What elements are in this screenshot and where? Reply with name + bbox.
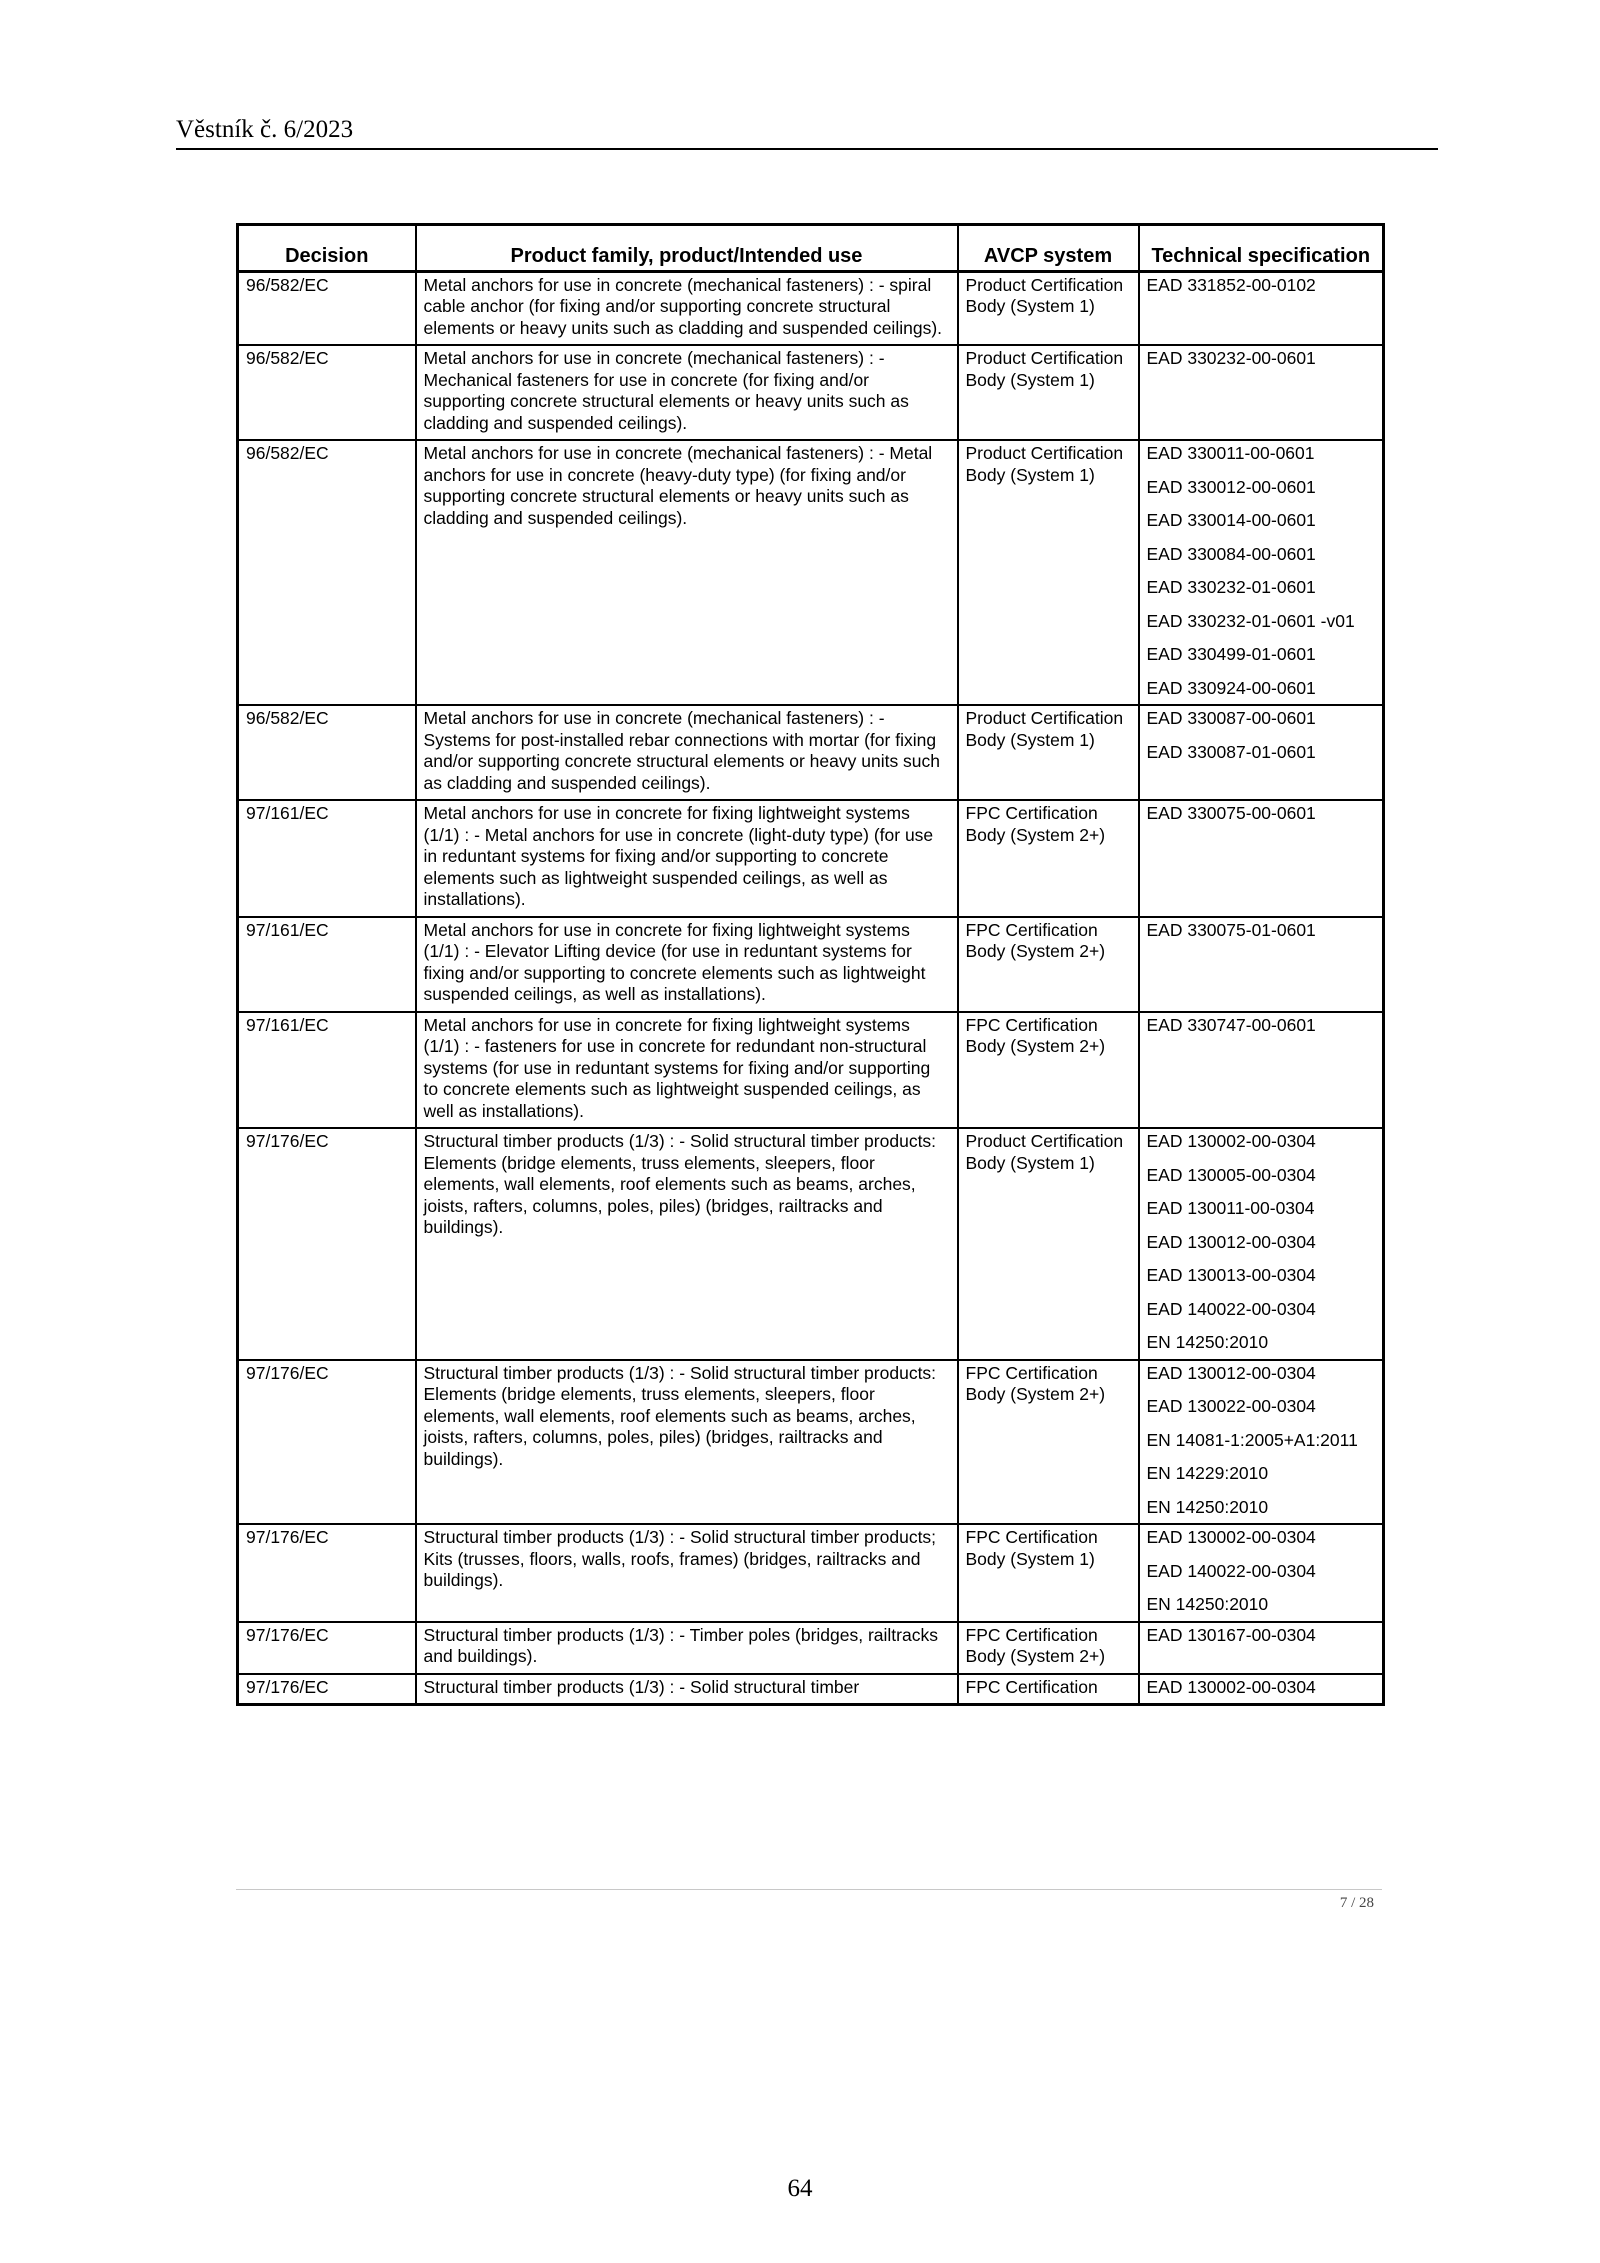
table-row xyxy=(238,917,1384,1012)
decision-cell: 97/176/EC xyxy=(238,1128,416,1360)
decision-cell: 97/176/EC xyxy=(238,1674,416,1705)
specification-cell xyxy=(1139,705,1384,800)
specification-item: EAD 130012-00-0304 xyxy=(1146,1362,1316,1383)
specification-item: EAD 130002-00-0304 xyxy=(1146,1527,1316,1547)
avcp-cell: Product Certification Body (System 1) xyxy=(958,271,1139,345)
decision-cell: 97/161/EC xyxy=(238,800,416,917)
product-cell: Metal anchors for use in concrete (mechanical fasteners) : - Mechanical fasteners for use in concrete (for fixing and/or supporting concrete structural elements or heavy units such as cladding and suspended ceilings). xyxy=(416,345,958,440)
certification-table xyxy=(236,223,1385,1706)
specification-item: EAD 130012-00-0304 xyxy=(1146,1231,1316,1252)
column-header-avcp: AVCP system xyxy=(958,225,1139,272)
product-cell: Metal anchors for use in concrete for fixing lightweight systems (1/1) : - Elevator Lifting device (for use in reduntant systems for fixing and/or supporting to concrete elements such as lightweight suspended ceilings, as well as installations). xyxy=(416,917,958,1012)
product-cell: Metal anchors for use in concrete for fixing lightweight systems (1/1) : - Metal anchors for use in concrete (light-duty type) (for use in reduntant systems for fixing and/or supporting to concrete elements such as lightweight suspended ceilings, as well as installations). xyxy=(416,800,958,917)
decision-cell: 97/176/EC xyxy=(238,1622,416,1674)
specification-item: EN 14250:2010 xyxy=(1146,1496,1269,1517)
specification-cell xyxy=(1139,1012,1384,1129)
journal-title: Věstník č. 6/2023 xyxy=(176,116,354,143)
footer-divider xyxy=(236,1889,1382,1890)
specification-cell xyxy=(1139,1674,1384,1705)
avcp-cell: FPC Certification Body (System 1) xyxy=(958,1524,1139,1622)
specification-item: EAD 130005-00-0304 xyxy=(1146,1164,1316,1185)
specification-item: EAD 330087-01-0601 xyxy=(1146,741,1316,762)
column-header-decision: Decision xyxy=(238,225,416,272)
avcp-cell: FPC Certification Body (System 2+) xyxy=(958,1622,1139,1674)
product-cell: Structural timber products (1/3) : - Solid structural timber products: Elements (bridge elements, truss elements, sleepers, floor elements, wall elements, roof elements such as beams, arches, joists, rafters, columns, poles, piles) (bridges, railtracks and buildings). xyxy=(416,1360,958,1525)
avcp-cell: Product Certification Body (System 1) xyxy=(958,345,1139,440)
avcp-cell: FPC Certification Body (System 2+) xyxy=(958,800,1139,917)
decision-cell: 96/582/EC xyxy=(238,345,416,440)
column-header-specification: Technical specification xyxy=(1139,225,1384,272)
specification-item: EAD 130167-00-0304 xyxy=(1146,1624,1316,1645)
specification-item: EAD 330075-00-0601 xyxy=(1146,803,1316,823)
specification-item: EN 14229:2010 xyxy=(1146,1463,1269,1483)
specification-cell xyxy=(1139,1128,1384,1360)
table-row xyxy=(238,440,1384,705)
product-cell: Structural timber products (1/3) : - Timber poles (bridges, railtracks and buildings). xyxy=(416,1622,958,1674)
specification-item: EAD 330012-00-0601 xyxy=(1146,476,1316,497)
specification-cell xyxy=(1139,345,1384,440)
avcp-cell: FPC Certification xyxy=(958,1674,1139,1705)
specification-item: EAD 330087-00-0601 xyxy=(1146,708,1316,728)
decision-cell: 96/582/EC xyxy=(238,271,416,345)
decision-cell: 97/161/EC xyxy=(238,1012,416,1129)
avcp-cell: FPC Certification Body (System 2+) xyxy=(958,917,1139,1012)
table-row xyxy=(238,1360,1384,1525)
journal-header xyxy=(176,112,1438,150)
decision-cell: 97/161/EC xyxy=(238,917,416,1012)
decision-cell: 97/176/EC xyxy=(238,1524,416,1622)
specification-item: EAD 330499-01-0601 xyxy=(1146,644,1316,664)
decision-cell: 96/582/EC xyxy=(238,440,416,705)
product-cell: Metal anchors for use in concrete (mechanical fasteners) : - Systems for post-installed rebar connections with mortar (for fixing and/or supporting concrete structural elements or heavy units such as cladding and suspended ceilings). xyxy=(416,705,958,800)
product-cell: Structural timber products (1/3) : - Solid structural timber products; Kits (trusses, floors, walls, roofs, frames) (bridges, railtracks and buildings). xyxy=(416,1524,958,1622)
specification-item: EAD 130002-00-0304 xyxy=(1146,1131,1316,1151)
specification-item: EAD 330084-00-0601 xyxy=(1146,543,1316,564)
specification-item: EAD 330075-01-0601 xyxy=(1146,919,1316,940)
specification-cell xyxy=(1139,440,1384,705)
specification-item: EAD 330011-00-0601 xyxy=(1146,443,1315,463)
avcp-cell: Product Certification Body (System 1) xyxy=(958,1128,1139,1360)
specification-cell xyxy=(1139,1360,1384,1525)
table-row xyxy=(238,345,1384,440)
specification-item: EAD 140022-00-0304 xyxy=(1146,1298,1316,1319)
avcp-cell: FPC Certification Body (System 2+) xyxy=(958,1012,1139,1129)
specification-item: EN 14081-1:2005+A1:2011 xyxy=(1146,1429,1358,1450)
decision-cell: 96/582/EC xyxy=(238,705,416,800)
specification-item: EAD 330924-00-0601 xyxy=(1146,677,1316,698)
specification-cell xyxy=(1139,917,1384,1012)
specification-item: EN 14250:2010 xyxy=(1146,1332,1269,1352)
avcp-cell: Product Certification Body (System 1) xyxy=(958,705,1139,800)
table-row xyxy=(238,1674,1384,1705)
table-row xyxy=(238,705,1384,800)
specification-item: EAD 140022-00-0304 xyxy=(1146,1560,1316,1581)
column-header-product: Product family, product/Intended use xyxy=(416,225,958,272)
page-indicator: 7 / 28 xyxy=(1339,1895,1374,1911)
table-row xyxy=(238,1128,1384,1360)
product-cell: Metal anchors for use in concrete (mechanical fasteners) : - spiral cable anchor (for fixing and/or supporting concrete structural elements or heavy units such as cladding and suspended ceilings). xyxy=(416,271,958,345)
product-cell: Structural timber products (1/3) : - Solid structural timber products: Elements (bridge elements, truss elements, sleepers, floor elements, wall elements, roof elements such as beams, arches, joists, rafters, columns, poles, piles) (bridges, railtracks and buildings). xyxy=(416,1128,958,1360)
specification-item: EAD 130011-00-0304 xyxy=(1146,1198,1315,1218)
specification-cell xyxy=(1139,1524,1384,1622)
product-cell: Metal anchors for use in concrete for fixing lightweight systems (1/1) : - fasteners for use in concrete for redundant non-structural systems (for use in reduntant systems for fixing and/or supporting to concrete elements such as lightweight suspended ceilings, as well as installations). xyxy=(416,1012,958,1129)
specification-cell xyxy=(1139,800,1384,917)
specification-item: EAD 331852-00-0102 xyxy=(1146,274,1316,295)
product-cell: Structural timber products (1/3) : - Solid structural timber xyxy=(416,1674,958,1705)
specification-cell xyxy=(1139,271,1384,345)
table-body xyxy=(238,271,1384,1705)
avcp-cell: Product Certification Body (System 1) xyxy=(958,440,1139,705)
table-row xyxy=(238,800,1384,917)
specification-item: EN 14250:2010 xyxy=(1146,1594,1269,1614)
specification-cell xyxy=(1139,1622,1384,1674)
specification-item: EAD 330232-01-0601 -v01 xyxy=(1146,610,1355,631)
table-row xyxy=(238,271,1384,345)
table-row xyxy=(238,1622,1384,1674)
table-header-row xyxy=(238,225,1384,272)
product-cell: Metal anchors for use in concrete (mechanical fasteners) : - Metal anchors for use in concrete (heavy-duty type) (for fixing and/or supporting concrete structural elements or heavy units such as cladding and suspended ceilings). xyxy=(416,440,958,705)
specification-item: EAD 330232-01-0601 xyxy=(1146,577,1316,597)
specification-item: EAD 130022-00-0304 xyxy=(1146,1396,1316,1416)
specification-item: EAD 330232-00-0601 xyxy=(1146,348,1316,368)
table-row xyxy=(238,1524,1384,1622)
decision-cell: 97/176/EC xyxy=(238,1360,416,1525)
specification-item: EAD 330014-00-0601 xyxy=(1146,510,1316,530)
specification-item: EAD 330747-00-0601 xyxy=(1146,1014,1316,1035)
specification-item: EAD 130013-00-0304 xyxy=(1146,1265,1316,1285)
avcp-cell: FPC Certification Body (System 2+) xyxy=(958,1360,1139,1525)
page-number: 64 xyxy=(787,2175,813,2202)
specification-item: EAD 130002-00-0304 xyxy=(1146,1676,1316,1697)
table-row xyxy=(238,1012,1384,1129)
